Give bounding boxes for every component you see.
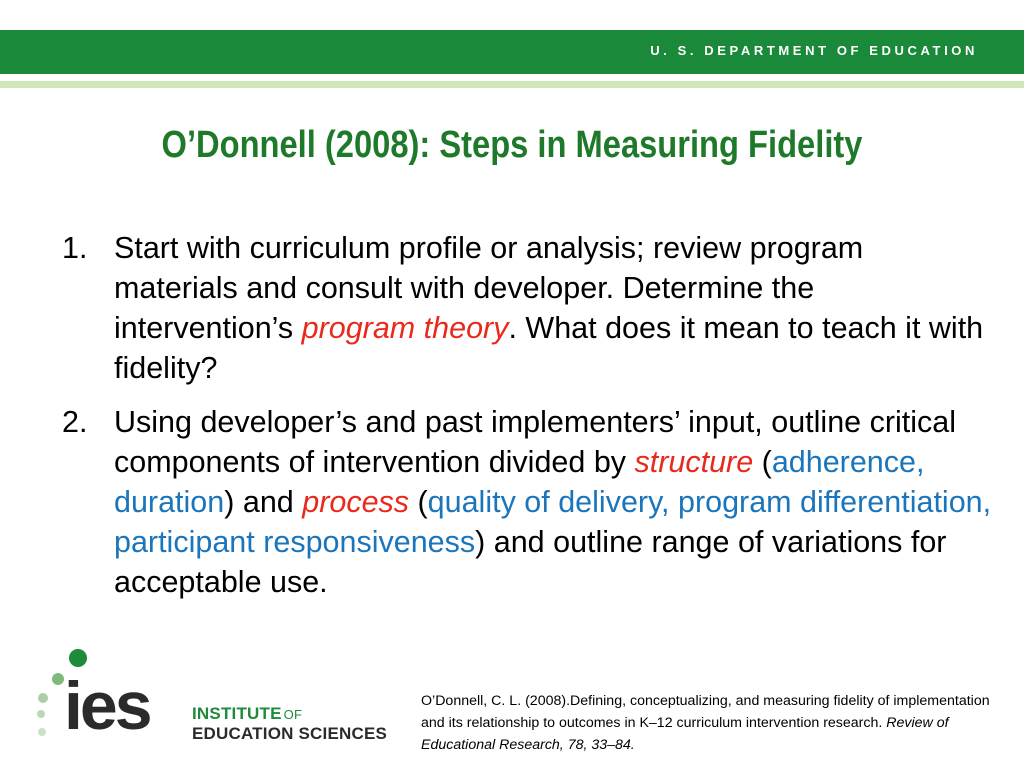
logo-dot [38,693,48,703]
ies-wordmark: ies [64,668,150,744]
education-sciences-label: EDUCATION SCIENCES [192,724,388,743]
structure-detail: adherence, duration [114,445,925,519]
institute-word: INSTITUTE [192,704,282,723]
logo-dot [69,649,87,667]
item-text: Start with curriculum profile or analysis; review program materials and consult with developer. Determine the intervention’s [114,231,864,345]
institute-label [192,704,302,724]
list-item [62,402,992,602]
process-detail: quality of delivery, program differentiation, participant responsiveness [114,485,992,559]
keyword-structure: structure [634,445,754,479]
item-number: 1. [62,231,88,265]
logo-dot [37,710,45,718]
list-item [62,228,992,388]
logo-dot [38,728,46,736]
paren: ( [409,485,428,519]
item-text: . What does it mean to teach it with fidelity? [114,311,984,385]
steps-list [62,228,992,616]
item-number: 2. [62,405,88,439]
keyword-process: process [302,485,410,519]
citation [421,690,1011,756]
header-rule [0,81,1024,88]
header-banner [0,30,1024,74]
keyword-program-theory: program theory [301,311,509,345]
citation-text: O’Donnell, C. L. (2008).Defining, conceptualizing, and measuring fidelity of implementation and its relationship to outcomes in K–12 curriculum intervention research. [421,693,990,731]
paren: ( [753,445,772,479]
item-text: Using developer’s and past implementers’ input, outline critical components of intervention divided by [114,405,957,479]
department-name: U. S. DEPARTMENT OF EDUCATION [650,43,978,58]
institute-of: OF [283,707,303,722]
item-text: ) and [224,485,303,519]
item-text: ) and outline range of variations for acceptable use. [114,525,947,599]
logo-dot [52,673,64,685]
slide-title: O’Donnell (2008): Steps in Measuring Fidelity [161,124,863,166]
citation-journal: Review of Educational Research, 78, 33–84. [421,715,949,753]
